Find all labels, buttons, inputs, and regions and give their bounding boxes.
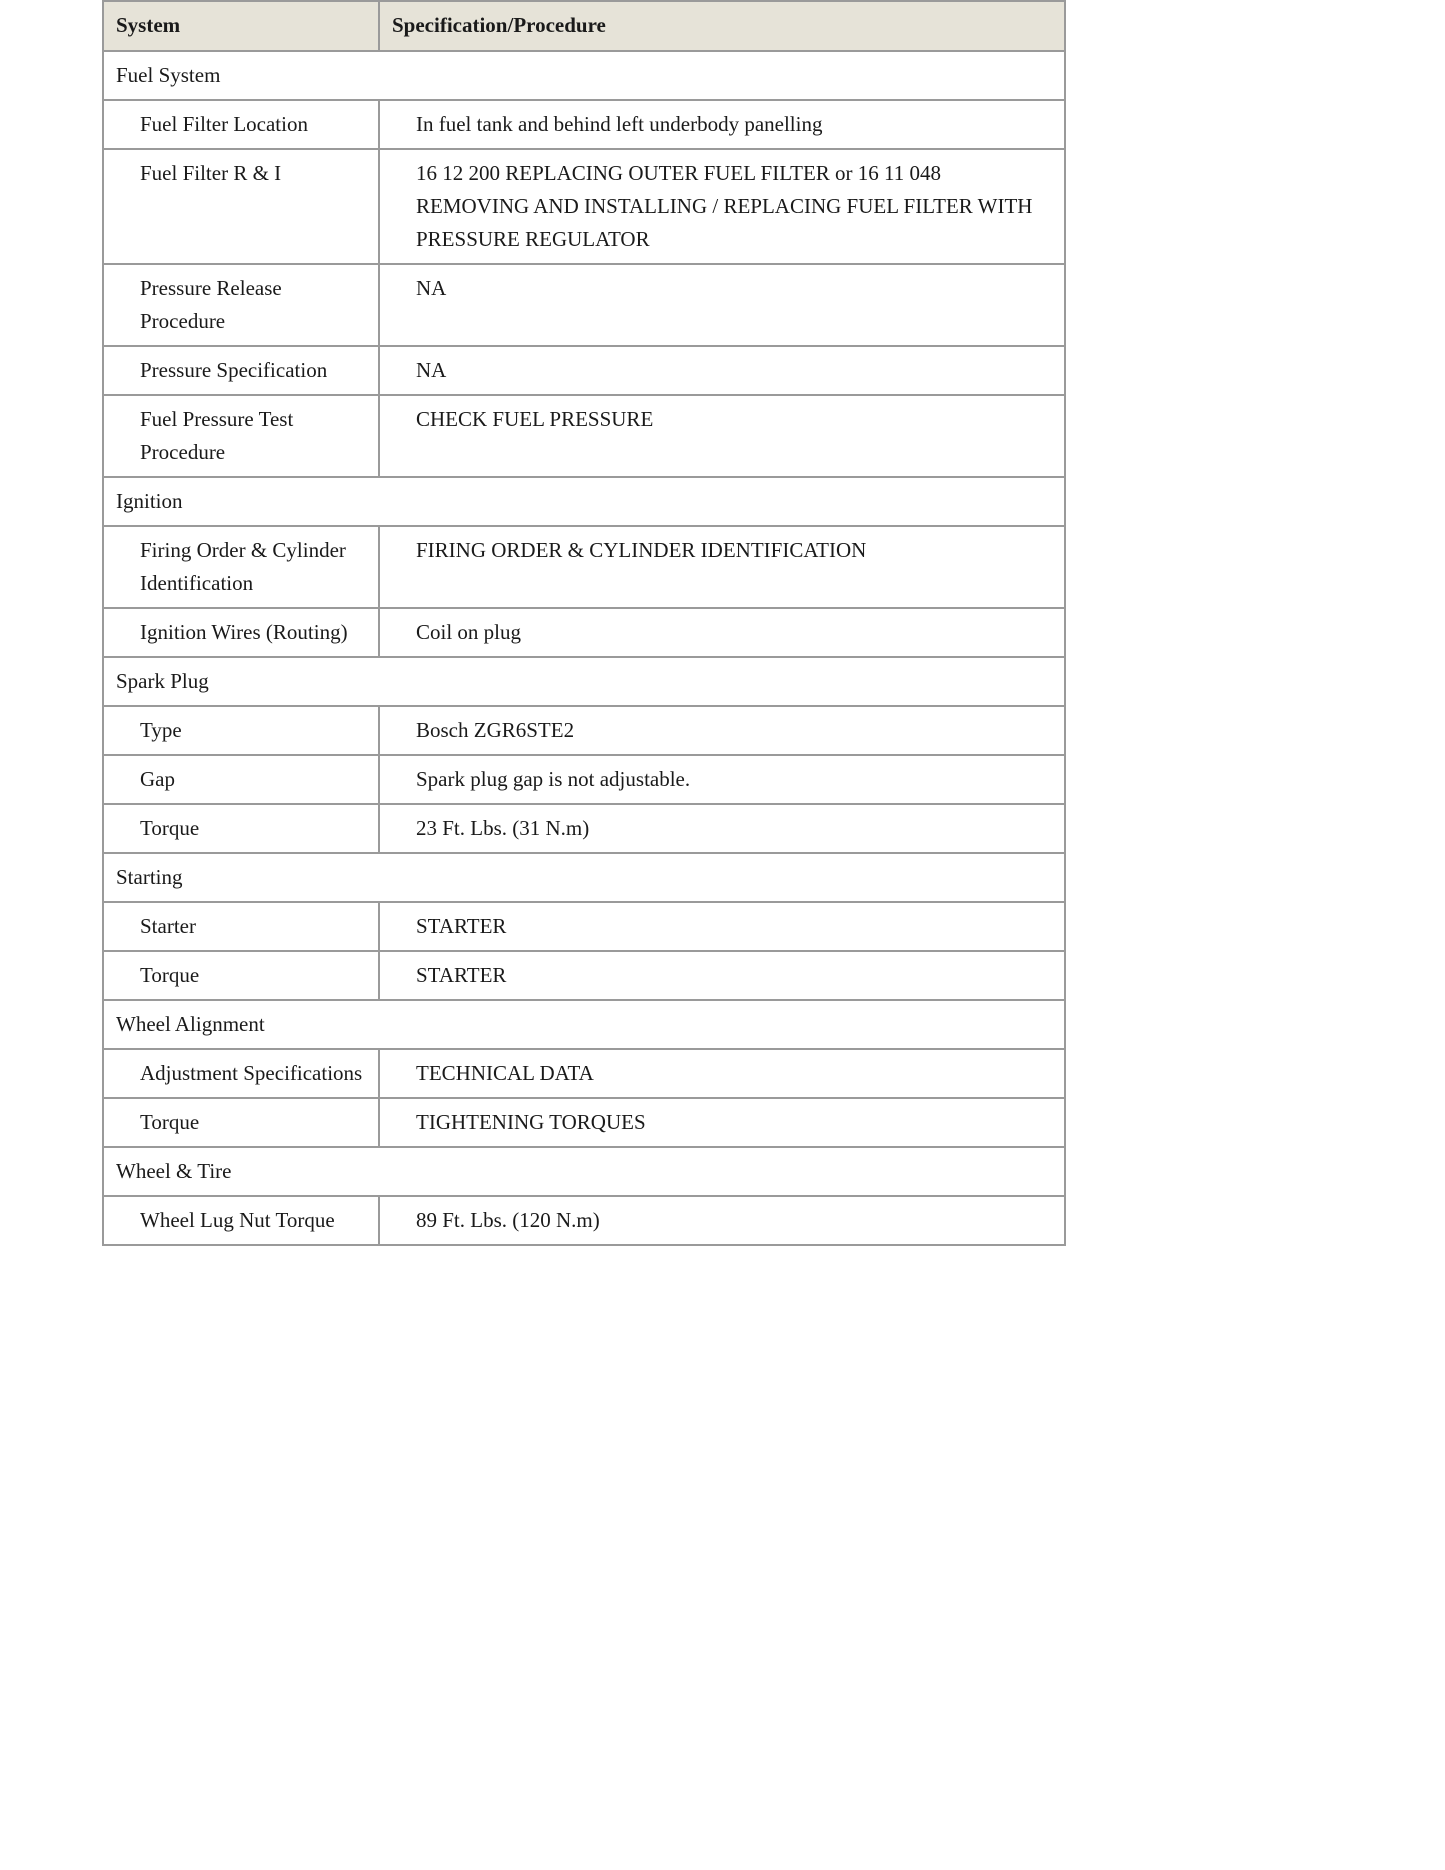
row-value: 23 Ft. Lbs. (31 N.m) [379,804,1065,853]
row-label: Gap [103,755,379,804]
table-row [103,1049,1065,1098]
table-row [103,755,1065,804]
row-label: Torque [103,1098,379,1147]
row-label: Torque [103,804,379,853]
row-label: Fuel Pressure Test Procedure [103,395,379,477]
row-label: Starter [103,902,379,951]
section-title: Ignition [103,477,1065,526]
row-value: Coil on plug [379,608,1065,657]
row-label: Fuel Filter Location [103,100,379,149]
column-header-specification: Specification/Procedure [379,1,1065,51]
row-value: STARTER [379,902,1065,951]
row-value: CHECK FUEL PRESSURE [379,395,1065,477]
section-row-spark-plug [103,657,1065,706]
row-label: Adjustment Specifications [103,1049,379,1098]
row-label: Firing Order & Cylinder Identification [103,526,379,608]
row-label: Wheel Lug Nut Torque [103,1196,379,1245]
table-row [103,706,1065,755]
row-label: Pressure Specification [103,346,379,395]
table-row [103,951,1065,1000]
table-row [103,1196,1065,1245]
row-value: Spark plug gap is not adjustable. [379,755,1065,804]
section-row-fuel-system [103,51,1065,100]
table-row [103,1098,1065,1147]
row-value: NA [379,264,1065,346]
section-title: Fuel System [103,51,1065,100]
table-row [103,346,1065,395]
specification-table [102,0,1066,1246]
section-title: Wheel & Tire [103,1147,1065,1196]
row-value: FIRING ORDER & CYLINDER IDENTIFICATION [379,526,1065,608]
table-row [103,608,1065,657]
row-label: Pressure Release Procedure [103,264,379,346]
table-row [103,902,1065,951]
row-label: Torque [103,951,379,1000]
row-label: Fuel Filter R & I [103,149,379,264]
table-row [103,264,1065,346]
row-label: Ignition Wires (Routing) [103,608,379,657]
column-header-system: System [103,1,379,51]
row-value: Bosch ZGR6STE2 [379,706,1065,755]
section-row-starting [103,853,1065,902]
row-value: NA [379,346,1065,395]
table-row [103,526,1065,608]
table-row [103,100,1065,149]
row-label: Type [103,706,379,755]
row-value: 89 Ft. Lbs. (120 N.m) [379,1196,1065,1245]
table-header-row [103,1,1065,51]
row-value: STARTER [379,951,1065,1000]
table-body [103,51,1065,1245]
table-row [103,804,1065,853]
row-value: TECHNICAL DATA [379,1049,1065,1098]
section-row-wheel-alignment [103,1000,1065,1049]
section-title: Spark Plug [103,657,1065,706]
row-value: TIGHTENING TORQUES [379,1098,1065,1147]
section-row-ignition [103,477,1065,526]
section-title: Starting [103,853,1065,902]
section-title: Wheel Alignment [103,1000,1065,1049]
table-row [103,395,1065,477]
section-row-wheel-tire [103,1147,1065,1196]
row-value: In fuel tank and behind left underbody panelling [379,100,1065,149]
table-row [103,149,1065,264]
row-value: 16 12 200 REPLACING OUTER FUEL FILTER or 16 11 048 REMOVING AND INSTALLING / REPLACING FUEL FILTER WITH PRESSURE REGULATOR [379,149,1065,264]
